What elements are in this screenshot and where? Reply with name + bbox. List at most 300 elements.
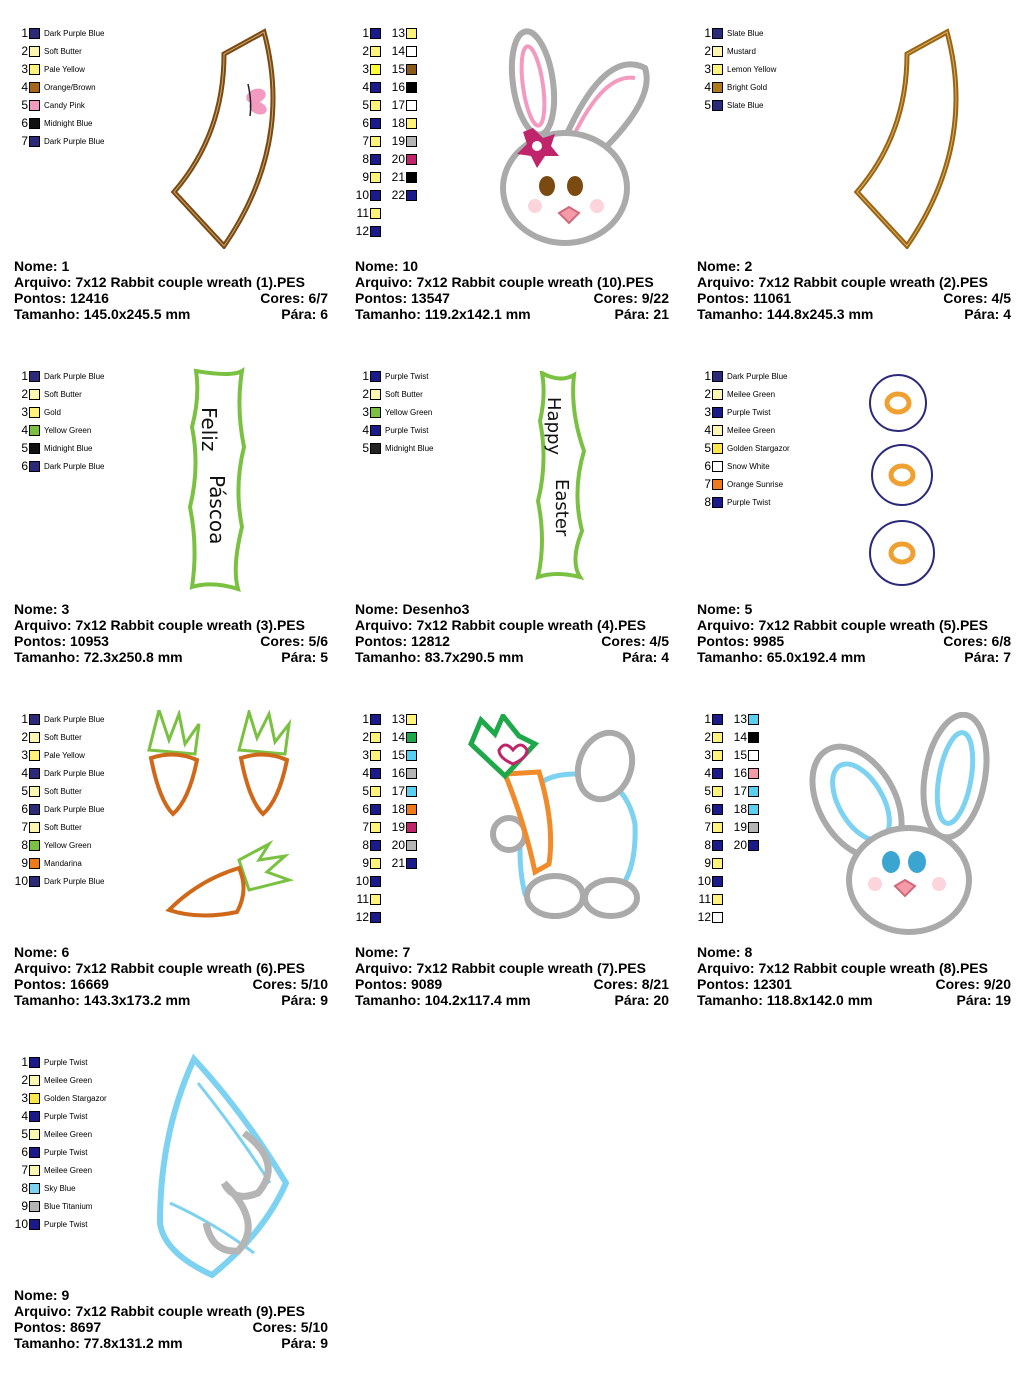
thread-number: 20 [733, 838, 747, 852]
design-card-5 [697, 367, 1024, 697]
thread-color-swatch [29, 1057, 40, 1068]
thread-color-swatch [406, 64, 417, 75]
thread-number: 2 [21, 44, 28, 58]
thread-color-swatch [29, 371, 40, 382]
thread-row [355, 728, 391, 746]
thread-row [391, 78, 427, 96]
design-name: Nome: 7 [355, 944, 411, 960]
thread-number: 13 [733, 712, 747, 726]
thread-number: 5 [21, 441, 28, 455]
bunny-head-artwork [485, 28, 665, 248]
thread-color-swatch [29, 389, 40, 400]
thread-number: 2 [21, 730, 28, 744]
thread-color-swatch [406, 100, 417, 111]
thread-row [14, 1107, 107, 1125]
thread-color-name: Purple Twist [44, 1219, 88, 1229]
thread-color-swatch [29, 822, 40, 833]
thread-row [355, 800, 391, 818]
thread-color-swatch [406, 714, 417, 725]
thread-color-name: Dark Purple Blue [44, 461, 105, 471]
design-info [697, 601, 1011, 665]
thread-number: 9 [21, 856, 28, 870]
thread-color-swatch [712, 912, 723, 923]
thread-number: 4 [704, 423, 711, 437]
thread-number: 15 [391, 748, 405, 762]
thread-legend [697, 710, 769, 926]
thread-number: 1 [21, 26, 28, 40]
thread-row [355, 421, 433, 439]
thread-number: 1 [704, 712, 711, 726]
bunny-back-with-carrot-artwork [465, 714, 655, 939]
thread-color-swatch [712, 443, 723, 454]
design-name: Nome: 10 [355, 258, 419, 274]
thread-color-swatch [406, 46, 417, 57]
thread-color-swatch [406, 118, 417, 129]
thread-color-swatch [29, 1165, 40, 1176]
thread-row [14, 439, 104, 457]
thread-legend [355, 24, 427, 240]
thread-number: 11 [356, 892, 369, 906]
thread-color-swatch [370, 443, 381, 454]
design-info [355, 258, 669, 322]
thread-legend [697, 24, 776, 114]
thread-color-swatch [29, 1147, 40, 1158]
design-file: Arquivo: 7x12 Rabbit couple wreath (8).PES [697, 960, 988, 976]
thread-number: 1 [362, 369, 369, 383]
thread-legend [14, 367, 104, 475]
thread-color-swatch [406, 28, 417, 39]
thread-row [355, 24, 391, 42]
thread-number: 3 [362, 748, 369, 762]
thread-number: 18 [391, 802, 405, 816]
thread-number: 17 [733, 784, 747, 798]
thread-row [14, 421, 104, 439]
thread-row [697, 818, 733, 836]
thread-number: 17 [391, 98, 405, 112]
design-size: Tamanho: 72.3x250.8 mm [14, 649, 183, 665]
thread-color-swatch [29, 100, 40, 111]
thread-color-name: Soft Butter [44, 46, 82, 56]
thread-color-swatch [406, 190, 417, 201]
thread-row [391, 818, 427, 836]
thread-color-swatch [370, 389, 381, 400]
thread-row [14, 114, 104, 132]
thread-color-swatch [29, 136, 40, 147]
thread-color-swatch [370, 894, 381, 905]
thread-color-swatch [712, 714, 723, 725]
thread-number: 10 [355, 188, 369, 202]
thread-row [697, 403, 790, 421]
design-name: Nome: 8 [697, 944, 753, 960]
thread-color-swatch [406, 172, 417, 183]
thread-number: 3 [704, 748, 711, 762]
thread-color-swatch [370, 82, 381, 93]
thread-color-swatch [406, 804, 417, 815]
thread-color-swatch [406, 82, 417, 93]
thread-color-swatch [29, 1111, 40, 1122]
thread-row [355, 403, 433, 421]
thread-number: 7 [21, 134, 28, 148]
thread-color-swatch [406, 768, 417, 779]
thread-color-swatch [748, 732, 759, 743]
thread-color-name: Purple Twist [385, 425, 429, 435]
thread-row [391, 854, 427, 872]
thread-row [14, 403, 104, 421]
thread-number: 19 [391, 134, 405, 148]
thread-color-swatch [406, 840, 417, 851]
thread-color-name: Meilee Green [727, 425, 776, 435]
thread-color-name: Golden Stargazor [44, 1093, 107, 1103]
thread-color-name: Yellow Green [44, 840, 92, 850]
thread-row [14, 1125, 107, 1143]
thread-color-swatch [406, 822, 417, 833]
thread-color-swatch [712, 28, 723, 39]
thread-number: 5 [21, 98, 28, 112]
design-colors: Cores: 5/10 [252, 976, 328, 992]
thread-number: 10 [14, 1217, 28, 1231]
thread-color-swatch [712, 407, 723, 418]
thread-color-swatch [712, 497, 723, 508]
thread-number: 1 [21, 369, 28, 383]
thread-row [391, 24, 427, 42]
thread-legend [14, 1053, 107, 1233]
thread-color-swatch [370, 732, 381, 743]
thread-number: 1 [21, 1055, 28, 1069]
thread-number: 1 [704, 369, 711, 383]
thread-number: 17 [391, 784, 405, 798]
thread-row [697, 421, 790, 439]
thread-color-name: Pale Yellow [44, 64, 85, 74]
thread-number: 21 [391, 856, 405, 870]
thread-row [391, 728, 427, 746]
design-file: Arquivo: 7x12 Rabbit couple wreath (9).PES [14, 1303, 305, 1319]
thread-color-swatch [370, 226, 381, 237]
thread-color-swatch [29, 1201, 40, 1212]
thread-color-swatch [406, 786, 417, 797]
thread-number: 3 [21, 748, 28, 762]
happy-easter-banner-artwork [530, 371, 600, 581]
thread-number: 9 [21, 1199, 28, 1213]
thread-number: 11 [698, 892, 711, 906]
basket-artwork [154, 1053, 294, 1278]
thread-number: 1 [362, 26, 369, 40]
thread-row [14, 854, 104, 872]
thread-row [14, 800, 104, 818]
design-points: Pontos: 16669 [14, 976, 109, 992]
thread-number: 4 [704, 766, 711, 780]
design-info [355, 944, 669, 1008]
thread-row [391, 114, 427, 132]
thread-number: 7 [704, 820, 711, 834]
thread-color-swatch [370, 154, 381, 165]
design-info [14, 944, 328, 1008]
daisy-1 [870, 375, 926, 431]
thread-row [14, 728, 104, 746]
thread-row [14, 42, 104, 60]
thread-color-name: Purple Twist [727, 407, 771, 417]
thread-row [355, 42, 391, 60]
thread-color-name: Gold [44, 407, 61, 417]
thread-row [697, 908, 733, 926]
design-name: Nome: 9 [14, 1287, 70, 1303]
thread-number: 8 [362, 152, 369, 166]
thread-color-swatch [370, 28, 381, 39]
design-stops: Pára: 20 [614, 992, 669, 1008]
thread-row [697, 385, 790, 403]
thread-color-swatch [29, 28, 40, 39]
design-file: Arquivo: 7x12 Rabbit couple wreath (7).PES [355, 960, 646, 976]
design-name: Nome: 5 [697, 601, 753, 617]
thread-row [733, 836, 769, 854]
thread-row [355, 439, 433, 457]
thread-color-swatch [370, 858, 381, 869]
thread-row [391, 800, 427, 818]
thread-row [697, 24, 776, 42]
thread-color-swatch [748, 714, 759, 725]
thread-color-swatch [370, 172, 381, 183]
thread-row [14, 457, 104, 475]
design-stops: Pára: 19 [956, 992, 1011, 1008]
design-card-7 [355, 710, 685, 1040]
thread-row [355, 908, 391, 926]
design-points: Pontos: 8697 [14, 1319, 102, 1335]
design-file: Arquivo: 7x12 Rabbit couple wreath (4).PES [355, 617, 646, 633]
design-info [697, 944, 1011, 1008]
thread-legend [355, 710, 427, 926]
thread-number: 6 [704, 802, 711, 816]
thread-number: 4 [21, 423, 28, 437]
thread-color-name: Dark Purple Blue [44, 371, 105, 381]
thread-row [355, 114, 391, 132]
thread-color-swatch [29, 1129, 40, 1140]
thread-color-swatch [748, 750, 759, 761]
thread-row [697, 800, 733, 818]
daisy-2 [872, 445, 932, 505]
thread-row [697, 872, 733, 890]
thread-color-swatch [712, 82, 723, 93]
design-stops: Pára: 6 [281, 306, 328, 322]
thread-number: 20 [391, 838, 405, 852]
thread-color-name: Bright Gold [727, 82, 768, 92]
thread-color-swatch [712, 750, 723, 761]
thread-color-swatch [370, 822, 381, 833]
carrot-3 [169, 844, 289, 916]
thread-color-swatch [370, 714, 381, 725]
design-colors: Cores: 9/20 [935, 976, 1011, 992]
design-card-9 [14, 1053, 344, 1383]
thread-color-swatch [29, 82, 40, 93]
design-stops: Pára: 5 [281, 649, 328, 665]
thread-color-swatch [370, 804, 381, 815]
design-size: Tamanho: 144.8x245.3 mm [697, 306, 874, 322]
thread-color-name: Slate Blue [727, 28, 764, 38]
design-info [14, 601, 328, 665]
thread-color-swatch [712, 389, 723, 400]
carrot-2 [239, 712, 289, 814]
thread-row [697, 457, 790, 475]
thread-number: 5 [362, 441, 369, 455]
thread-number: 10 [355, 874, 369, 888]
thread-color-name: Pale Yellow [44, 750, 85, 760]
thread-row [14, 1179, 107, 1197]
thread-color-name: Dark Purple Blue [44, 136, 105, 146]
thread-row [391, 168, 427, 186]
thread-number: 4 [362, 766, 369, 780]
thread-number: 3 [21, 405, 28, 419]
design-colors: Cores: 5/10 [252, 1319, 328, 1335]
thread-row [697, 782, 733, 800]
thread-row [14, 818, 104, 836]
thread-color-name: Purple Twist [44, 1147, 88, 1157]
thread-color-swatch [29, 461, 40, 472]
thread-color-name: Orange/Brown [44, 82, 96, 92]
thread-row [391, 186, 427, 204]
thread-color-name: Dark Purple Blue [44, 768, 105, 778]
thread-row [14, 746, 104, 764]
design-file: Arquivo: 7x12 Rabbit couple wreath (6).PES [14, 960, 305, 976]
thread-color-name: Blue Titanium [44, 1201, 93, 1211]
thread-color-swatch [370, 371, 381, 382]
design-points: Pontos: 12812 [355, 633, 450, 649]
thread-color-swatch [712, 732, 723, 743]
thread-color-name: Midnight Blue [44, 443, 93, 453]
thread-row [391, 764, 427, 782]
thread-color-name: Mustard [727, 46, 756, 56]
thread-number: 2 [21, 387, 28, 401]
thread-color-swatch [29, 443, 40, 454]
thread-color-swatch [29, 46, 40, 57]
design-info [697, 258, 1011, 322]
thread-row [391, 836, 427, 854]
thread-row [355, 710, 391, 728]
thread-color-swatch [29, 858, 40, 869]
design-stops: Pára: 9 [281, 992, 328, 1008]
thread-color-swatch [748, 804, 759, 815]
thread-number: 14 [733, 730, 747, 744]
design-file: Arquivo: 7x12 Rabbit couple wreath (2).PES [697, 274, 988, 290]
thread-number: 3 [362, 62, 369, 76]
thread-number: 2 [362, 44, 369, 58]
design-colors: Cores: 4/5 [943, 290, 1011, 306]
design-name: Nome: 6 [14, 944, 70, 960]
thread-row [697, 836, 733, 854]
design-card-8 [697, 710, 1024, 1040]
thread-number: 4 [704, 80, 711, 94]
thread-color-swatch [29, 876, 40, 887]
design-name: Nome: 1 [14, 258, 70, 274]
thread-color-name: Soft Butter [44, 822, 82, 832]
design-file: Arquivo: 7x12 Rabbit couple wreath (5).PES [697, 617, 988, 633]
thread-row [733, 800, 769, 818]
thread-color-name: Midnight Blue [385, 443, 434, 453]
thread-row [14, 1143, 107, 1161]
thread-row [697, 764, 733, 782]
thread-number: 6 [21, 116, 28, 130]
thread-row [14, 1161, 107, 1179]
design-size: Tamanho: 65.0x192.4 mm [697, 649, 866, 665]
thread-row [355, 746, 391, 764]
design-info [14, 258, 328, 322]
design-size: Tamanho: 145.0x245.5 mm [14, 306, 191, 322]
thread-number: 5 [704, 441, 711, 455]
thread-number: 15 [391, 62, 405, 76]
thread-number: 4 [362, 423, 369, 437]
thread-number: 1 [704, 26, 711, 40]
design-stops: Pára: 21 [614, 306, 669, 322]
thread-number: 12 [697, 910, 711, 924]
thread-row [14, 1071, 107, 1089]
design-card-2 [697, 24, 1024, 354]
thread-color-swatch [29, 64, 40, 75]
design-size: Tamanho: 104.2x117.4 mm [355, 992, 531, 1008]
thread-color-swatch [29, 804, 40, 815]
thread-row [697, 728, 733, 746]
design-colors: Cores: 5/6 [260, 633, 328, 649]
design-card-1 [14, 24, 344, 354]
thread-color-swatch [370, 190, 381, 201]
thread-number: 4 [21, 80, 28, 94]
design-card-6 [14, 710, 344, 1040]
thread-color-swatch [370, 118, 381, 129]
thread-number: 6 [362, 802, 369, 816]
design-card-10 [355, 24, 685, 354]
design-name: Nome: 2 [697, 258, 753, 274]
design-points: Pontos: 11061 [697, 290, 792, 306]
thread-number: 16 [733, 766, 747, 780]
design-size: Tamanho: 118.8x142.0 mm [697, 992, 873, 1008]
thread-color-swatch [712, 768, 723, 779]
design-card-desenho3 [355, 367, 685, 697]
thread-color-swatch [29, 750, 40, 761]
thread-color-swatch [748, 822, 759, 833]
thread-row [391, 132, 427, 150]
thread-color-swatch [748, 840, 759, 851]
design-name: Nome: Desenho3 [355, 601, 470, 617]
thread-number: 3 [21, 1091, 28, 1105]
design-size: Tamanho: 77.8x131.2 mm [14, 1335, 183, 1351]
thread-color-name: Soft Butter [44, 786, 82, 796]
thread-row [14, 1089, 107, 1107]
thread-number: 21 [391, 170, 405, 184]
thread-color-name: Yellow Green [44, 425, 92, 435]
thread-number: 1 [362, 712, 369, 726]
thread-number: 13 [391, 26, 405, 40]
thread-number: 2 [21, 1073, 28, 1087]
thread-row [14, 782, 104, 800]
thread-color-swatch [712, 371, 723, 382]
thread-color-swatch [29, 407, 40, 418]
thread-number: 19 [391, 820, 405, 834]
thread-row [391, 96, 427, 114]
design-size: Tamanho: 119.2x142.1 mm [355, 306, 531, 322]
thread-row [14, 60, 104, 78]
thread-number: 8 [21, 1181, 28, 1195]
thread-number: 11 [356, 206, 369, 220]
thread-row [355, 150, 391, 168]
thread-number: 4 [21, 1109, 28, 1123]
thread-number: 9 [362, 856, 369, 870]
thread-number: 6 [362, 116, 369, 130]
thread-row [697, 439, 790, 457]
thread-number: 6 [21, 802, 28, 816]
thread-row [391, 782, 427, 800]
thread-number: 6 [21, 1145, 28, 1159]
design-file: Arquivo: 7x12 Rabbit couple wreath (1).PES [14, 274, 305, 290]
thread-number: 5 [704, 98, 711, 112]
design-file: Arquivo: 7x12 Rabbit couple wreath (10).PES [355, 274, 654, 290]
thread-number: 7 [704, 477, 711, 491]
thread-color-swatch [29, 840, 40, 851]
